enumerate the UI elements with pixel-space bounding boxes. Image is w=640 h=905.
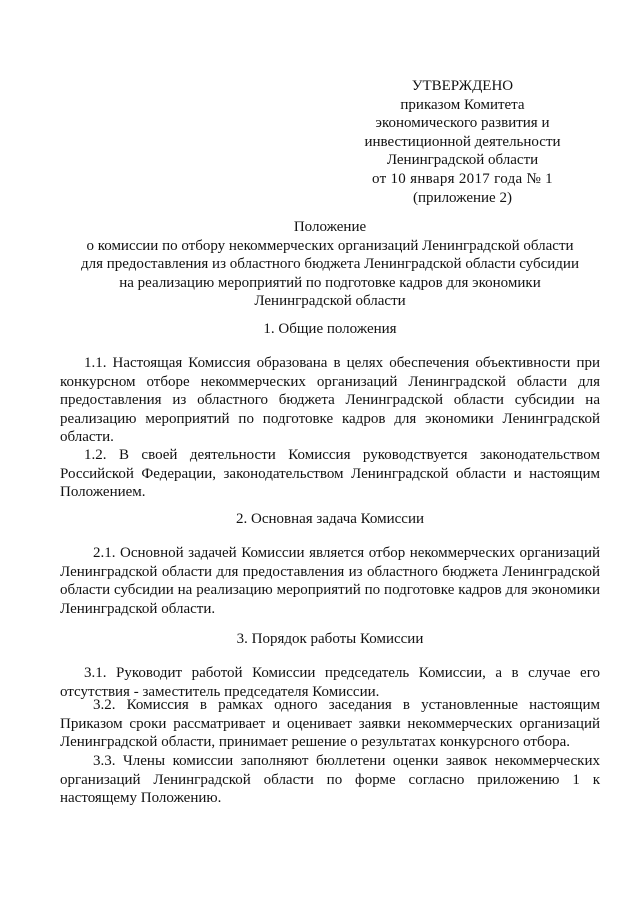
approval-heading: УТВЕРЖДЕНО	[411, 78, 514, 94]
document-title	[60, 218, 600, 311]
approval-stamp	[330, 77, 595, 207]
approval-date: от 10 января 2017 года № 1	[372, 170, 553, 187]
paragraph: 1.2. В своей деятельности Комиссия руководствуется законодательством Российской Федерации, законодательством Ленинградской области и настоящим Положением.	[60, 447, 600, 501]
paragraph: 2.1. Основной задачей Комиссии является отбор некоммерческих организаций Ленинградской области для предоставления из областного бюджета Ленинградской области субсидии на реализацию мероприятий по подготовке кадров для экономики Ленинградской области.	[60, 545, 600, 617]
paragraph: 3.3. Члены комиссии заполняют бюллетени оценки заявок некоммерческих организаций Ленинградской области по форме согласно приложению 1 к настоящему Положению.	[60, 753, 600, 807]
title-line: для предоставления из областного бюджета Ленинградской области субсидии	[81, 256, 579, 272]
paragraph: 3.1. Руководит работой Комиссии председатель Комиссии, а в случае его отсутствия - заместитель председателя Комиссии.	[60, 665, 600, 700]
title-line: о комиссии по отбору некоммерческих организаций Ленинградской области	[86, 237, 574, 254]
paragraph: 3.2. Комиссия в рамках одного заседания в установленные настоящим Приказом сроки рассматривает и оценивает заявки некоммерческих организаций Ленинградской области, принимает решение о результатах конкурсного отбора.	[60, 697, 600, 751]
section-heading: 3. Порядок работы Комиссии	[236, 631, 424, 647]
paragraph: 1.1. Настоящая Комиссия образована в целях обеспечения объективности при конкурсном отборе некоммерческих организаций Ленинградской области для предоставления из областного бюджета Ленинградской области субсидии на реализацию мероприятий по подготовке кадров для экономики Ленинградской области.	[60, 355, 600, 446]
title-line: Положение	[293, 219, 367, 235]
approval-line: Ленинградской области	[386, 152, 539, 169]
approval-line: инвестиционной деятельности	[364, 133, 561, 150]
section-heading: 1. Общие положения	[263, 321, 397, 337]
title-line: Ленинградской области	[254, 293, 406, 309]
section-heading: 2. Основная задача Комиссии	[235, 511, 425, 527]
approval-line: экономического развития и	[375, 115, 550, 132]
approval-appendix: (приложение 2)	[413, 189, 512, 206]
title-line: на реализацию мероприятий по подготовке кадров для экономики	[119, 274, 541, 291]
approval-line: приказом Комитета	[400, 96, 525, 113]
